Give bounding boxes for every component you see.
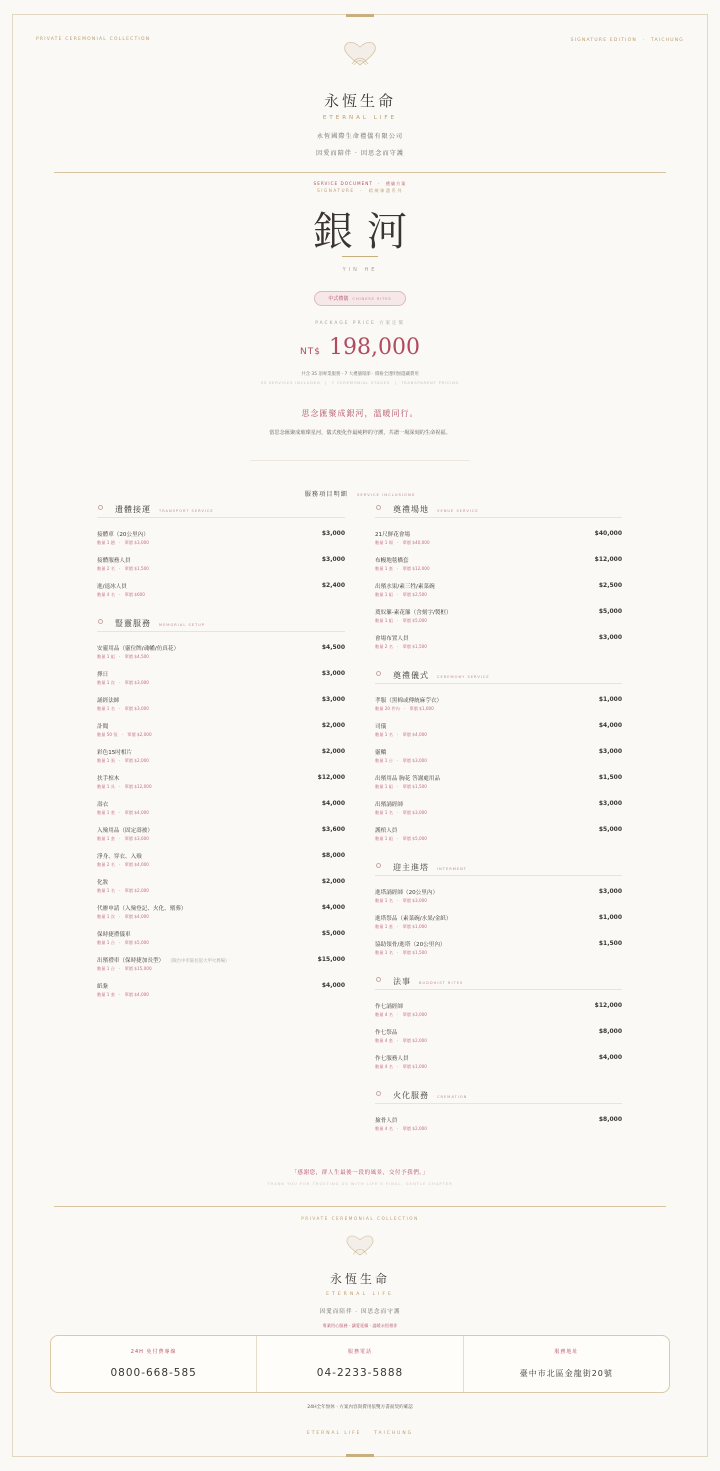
item-name — [97, 826, 153, 834]
item-name-text: 化妝 — [97, 880, 109, 886]
item-name — [97, 748, 132, 756]
item-name-text: 進塔祭品（素菜碗/水果/金紙） — [375, 916, 452, 922]
section-title-en: CREMATION — [437, 1095, 468, 1099]
brand-title: 永恆生命 — [323, 92, 396, 110]
list-item — [97, 774, 345, 800]
item-price: $12,000 — [594, 1002, 622, 1009]
item-detail: 數量 1 套 · 單價 $4,000 — [97, 992, 149, 997]
phone-number[interactable]: 04-2233-5888 — [316, 1367, 404, 1379]
section-title: 火化服務 — [393, 1091, 429, 1100]
item-name — [97, 878, 108, 886]
name-underline — [342, 256, 378, 257]
item-price: $3,000 — [321, 530, 345, 537]
contact-panel — [50, 1335, 670, 1393]
footer-divider — [54, 1206, 666, 1207]
item-name — [375, 748, 386, 756]
item-price: $1,000 — [598, 914, 622, 921]
item-price: $4,500 — [321, 644, 345, 651]
footer-tagline: 因愛而陪伴 · 因思念而守護 — [319, 1309, 401, 1315]
item-name — [97, 670, 108, 678]
closing-quote: 「感謝您，群人生最後一段的風景，交付予我們。」 — [291, 1170, 429, 1176]
item-name-text: 出殯用品 胸花 答謝處用品 — [375, 776, 441, 782]
section-header — [375, 504, 622, 518]
item-name — [97, 982, 108, 990]
item-detail: 數量 1 台 · 單價 $3,000 — [375, 758, 427, 763]
section-header — [375, 1090, 622, 1104]
item-price: $2,000 — [321, 878, 345, 885]
item-name-text: 安靈用品（靈位牌/魂幡/仿真花） — [97, 646, 180, 652]
item-detail: 數量 1 場 · 單價 $40,000 — [375, 540, 430, 545]
section-title-en: MEMORIAL SETUP — [159, 623, 206, 627]
item-list — [375, 684, 622, 852]
package-name: 銀河 — [313, 209, 421, 255]
section-dot-icon — [376, 863, 381, 868]
header-divider — [54, 172, 666, 173]
item-name-text: 作七誦經師 — [375, 1004, 403, 1010]
item-name — [97, 930, 131, 938]
item-price: $2,000 — [321, 748, 345, 755]
section-dot-icon — [376, 505, 381, 510]
list-item — [375, 1116, 622, 1142]
list-item — [97, 722, 345, 748]
item-name-text: 作七服務人員 — [375, 1056, 409, 1062]
item-name-text: 扶手棺木 — [97, 776, 120, 782]
list-item — [375, 800, 622, 826]
item-name-text: 會場布置人員 — [375, 636, 409, 642]
list-item — [375, 556, 622, 582]
item-price: $5,000 — [598, 826, 622, 833]
section-memorial — [97, 618, 345, 1008]
list-item — [97, 696, 345, 722]
item-detail: 數量 1 名 · 單價 $3,000 — [375, 898, 427, 903]
price-value: 198,000 — [329, 335, 421, 360]
item-list — [375, 990, 622, 1080]
item-detail: 數量 1 台 · 單價 $5,000 — [97, 940, 149, 945]
item-name — [375, 530, 410, 538]
item-price: $5,000 — [598, 608, 622, 615]
section-dot-icon — [376, 1091, 381, 1096]
section-header — [375, 976, 622, 990]
motto-description: 當思念匯聚成璀璨星河，儀式便化作最純粹的守護，共譜一場深刻的生命祝福。 — [269, 430, 451, 436]
item-name-text: 出殯禮車（保時捷加長型） — [97, 958, 165, 964]
item-name-text: 出殯水果/素三牲/素菜碗 — [375, 584, 435, 590]
item-detail: 數量 1 套 · 單價 $1,000 — [375, 924, 427, 929]
list-item — [375, 634, 622, 660]
section-title: 迎主進塔 — [393, 863, 429, 872]
company-name: 永恆國際生命禮儀有限公司 — [316, 133, 404, 140]
item-price: $3,000 — [598, 888, 622, 895]
item-name — [375, 800, 403, 808]
contact-label: 服務電話 — [347, 1349, 372, 1355]
item-name — [375, 940, 446, 948]
section-title-en: TRANSPORT SERVICE — [159, 509, 214, 513]
heart-ring-icon — [343, 1232, 377, 1258]
item-name-text: 擇日 — [97, 672, 109, 678]
item-name — [97, 582, 127, 590]
item-name-text: 護棺人員 — [375, 828, 398, 834]
item-detail: 數量 4 套 · 單價 $2,000 — [375, 1038, 427, 1043]
contact-label: 24H 免付費專線 — [130, 1349, 177, 1355]
list-item — [375, 914, 622, 940]
list-item — [97, 582, 345, 608]
item-name — [375, 556, 409, 564]
section-title-en: INTERMENT — [437, 867, 467, 871]
header-tagline: 因愛而陪伴 · 因思念而守護 — [316, 150, 404, 157]
item-name — [375, 696, 442, 704]
item-price: $2,000 — [321, 722, 345, 729]
list-item — [375, 696, 622, 722]
item-note: （限台中市區往返大甲火葬場） — [170, 959, 230, 964]
item-name-text: 孝服（黑棉或傳統麻苧衣） — [375, 698, 443, 704]
item-price: $1,500 — [598, 940, 622, 947]
item-name — [97, 852, 142, 860]
item-detail: 數量 2 名 · 單價 $1,500 — [375, 644, 427, 649]
closing-quote-en: THANK YOU FOR TRUSTING US WITH LIFE'S FINAL, GENTLE CHAPTER — [267, 1182, 453, 1186]
hotline-number[interactable]: 0800-668-585 — [110, 1367, 197, 1379]
item-name — [375, 722, 386, 730]
item-price: $12,000 — [594, 556, 622, 563]
item-detail: 數量 1 組 · 單價 $2,500 — [375, 592, 427, 597]
item-price: $2,500 — [598, 582, 622, 589]
item-name — [375, 888, 438, 896]
price-label: PACKAGE PRICE 方案定價 — [315, 321, 405, 326]
item-name-text: 誦經法師 — [97, 698, 120, 704]
package-name-en: YIN HE — [342, 267, 378, 273]
item-name — [375, 826, 397, 834]
item-list — [375, 1104, 622, 1142]
inclusions-heading — [0, 481, 720, 500]
item-list — [375, 876, 622, 966]
item-detail: 數量 2 名 · 單價 $1,500 — [97, 566, 149, 571]
item-name-text: 協助領骨/進塔（20公里內） — [375, 942, 446, 948]
list-item — [97, 556, 345, 582]
item-name-text: 代辦申請（入殮登記、火化、殯葬） — [97, 906, 187, 912]
contact-hotline[interactable] — [51, 1336, 256, 1392]
item-detail: 數量 1 次 · 單價 $4,000 — [97, 914, 149, 919]
currency: NT$ — [299, 347, 321, 357]
item-name — [375, 1054, 409, 1062]
item-name — [375, 1028, 397, 1036]
item-price: $12,000 — [317, 774, 345, 781]
footer-collection: PRIVATE CEREMONIAL COLLECTION — [301, 1216, 419, 1221]
section-title: 遺體接運 — [115, 505, 151, 514]
item-price: $15,000 — [317, 956, 345, 963]
item-name-text: 出殯誦經師 — [375, 802, 403, 808]
item-name — [97, 774, 119, 782]
item-detail: 數量 4 名 · 單價 $3,000 — [375, 1012, 427, 1017]
item-name — [97, 696, 119, 704]
section-transport — [97, 504, 345, 608]
contact-label: 服務地址 — [554, 1349, 579, 1355]
item-detail: 數量 1 名 · 單價 $4,000 — [375, 732, 427, 737]
item-name — [97, 722, 108, 730]
price-summary-en: 35 SERVICES INCLUDED | 7 CEREMONIAL STAGES | TRANSPARENT PRICING — [260, 381, 460, 385]
list-item — [375, 888, 622, 914]
item-list — [97, 632, 345, 1008]
item-detail: 數量 4 名 · 單價 $1,000 — [375, 1064, 427, 1069]
item-name-text: 接體車（20公里內） — [97, 532, 149, 538]
list-item — [375, 748, 622, 774]
item-detail: 數量 4 名 · 單價 $600 — [97, 592, 145, 597]
item-name-text: 彩色15吋相片 — [97, 750, 133, 756]
list-item — [97, 982, 345, 1008]
item-name — [97, 800, 108, 808]
item-name — [97, 644, 179, 652]
item-detail: 數量 1 名 · 單價 $1,500 — [375, 950, 427, 955]
chip-label: 中式禮儀 — [328, 296, 349, 302]
list-item — [375, 826, 622, 852]
item-price: $8,000 — [321, 852, 345, 859]
section-title: 法事 — [393, 977, 411, 986]
item-price: $40,000 — [594, 530, 622, 537]
list-item — [375, 1002, 622, 1028]
item-name — [375, 1116, 397, 1124]
item-detail: 數量 1 名 · 單價 $3,000 — [97, 706, 149, 711]
item-detail: 數量 1 具 · 單價 $12,000 — [97, 784, 152, 789]
contact-address[interactable] — [463, 1336, 669, 1392]
doc-line-2: SIGNATURE · 精緻臻選系列 — [317, 188, 403, 193]
list-item — [375, 582, 622, 608]
item-price: $3,000 — [598, 748, 622, 755]
section-title-en: CEREMONY SERVICE — [437, 675, 490, 679]
item-detail: 數量 1 組 · 單價 $4,500 — [97, 654, 149, 659]
item-name-text: 保時捷禮儀車 — [97, 932, 131, 938]
list-item — [97, 800, 345, 826]
item-name — [375, 914, 452, 922]
section-title-en: VENUE SERVICE — [437, 509, 479, 513]
item-name — [97, 556, 131, 564]
motto-divider — [250, 460, 470, 461]
item-name-text: 靈轎 — [375, 750, 387, 756]
item-name — [97, 956, 229, 964]
list-item — [375, 1054, 622, 1080]
section-ceremony — [375, 670, 622, 852]
footer-sub-tagline: 專業用心服務 · 讓愛延續 · 溫暖永恆相伴 — [322, 1323, 398, 1328]
item-name-text: 訃聞 — [97, 724, 109, 730]
item-price: $4,000 — [598, 1054, 622, 1061]
item-price: $3,000 — [321, 556, 345, 563]
section-title: 奠禮儀式 — [393, 671, 429, 680]
item-detail: 數量 2 名 · 單價 $4,000 — [97, 862, 149, 867]
list-item — [97, 670, 345, 696]
list-item — [375, 940, 622, 966]
bottom-ornament — [346, 1454, 374, 1457]
item-detail: 數量 20 件內 · 單價 $1,000 — [375, 706, 434, 711]
section-cremation — [375, 1090, 622, 1142]
item-detail: 數量 50 張 · 單價 $2,000 — [97, 732, 152, 737]
list-item — [97, 826, 345, 852]
doc-line-1: SERVICE DOCUMENT · 禮儀方案 — [313, 181, 407, 186]
item-name-text: 21尺鮮花會場 — [375, 532, 411, 538]
item-name-text: 接體服務人員 — [97, 558, 131, 564]
list-item — [375, 530, 622, 556]
item-price: $3,000 — [321, 670, 345, 677]
address-text[interactable]: 臺中市北區金龍街20號 — [519, 1369, 613, 1378]
item-name — [375, 608, 452, 616]
item-name — [375, 634, 409, 642]
item-price: $8,000 — [598, 1028, 622, 1035]
footer-bottom: ETERNAL LIFE TAICHUNG — [306, 1431, 414, 1436]
section-header — [375, 670, 622, 684]
item-detail: 數量 4 名 · 單價 $2,000 — [375, 1126, 427, 1131]
item-price: $5,000 — [321, 930, 345, 937]
list-item — [375, 1028, 622, 1054]
item-name-text: 入殮用品（固定壽被） — [97, 828, 153, 834]
section-dot-icon — [376, 977, 381, 982]
item-name-text: 司儀 — [375, 724, 387, 730]
style-chip — [314, 291, 406, 306]
item-price: $3,000 — [321, 696, 345, 703]
list-item — [97, 644, 345, 670]
item-price: $4,000 — [321, 982, 345, 989]
item-name — [375, 582, 435, 590]
item-name-text: 作七祭品 — [375, 1030, 398, 1036]
list-item — [97, 852, 345, 878]
list-item — [375, 608, 622, 634]
section-dot-icon — [98, 505, 103, 510]
footer-note: 24H全年無休 · 方案內容與費用依雙方書面契約確認 — [307, 1405, 413, 1410]
item-price: $3,000 — [598, 800, 622, 807]
section-header — [375, 862, 622, 876]
item-detail: 數量 1 套 · 單價 $3,600 — [97, 836, 149, 841]
item-price: $2,400 — [321, 582, 345, 589]
item-detail: 數量 1 套 · 單價 $12,000 — [375, 566, 430, 571]
item-detail: 數量 1 名 · 單價 $3,000 — [375, 810, 427, 815]
corner-right-label: SIGNATURE EDITION · TAICHUNG — [570, 38, 684, 43]
inclusions-title: 服務項目明細 — [304, 491, 348, 498]
list-item — [97, 878, 345, 904]
item-name-text: 進/退冰人員 — [97, 584, 127, 590]
item-price: $4,000 — [598, 722, 622, 729]
section-dot-icon — [98, 619, 103, 624]
item-list — [375, 518, 622, 660]
contact-phone[interactable] — [256, 1336, 462, 1392]
item-detail: 數量 1 次 · 單價 $3,000 — [97, 680, 149, 685]
item-detail: 數量 1 組 · 單價 $5,000 — [375, 618, 427, 623]
item-detail: 數量 1 組 · 單價 $5,000 — [375, 836, 427, 841]
footer-brand: 永恆生命 — [329, 1272, 390, 1286]
section-buddhist — [375, 976, 622, 1080]
item-name-text: 布幔地毯橋套 — [375, 558, 409, 564]
item-name-text: 撿骨人員 — [375, 1118, 398, 1124]
brand-subtitle: ETERNAL LIFE — [322, 115, 398, 121]
chip-label-en: CHINESE RITES — [352, 296, 392, 301]
section-header — [97, 504, 345, 518]
list-item — [375, 774, 622, 800]
footer-brand-en: ETERNAL LIFE — [326, 1292, 394, 1297]
item-name — [375, 774, 440, 782]
item-price: $1,000 — [598, 696, 622, 703]
item-price: $3,000 — [598, 634, 622, 641]
motto: 思念匯聚成銀河，溫暖同行。 — [301, 409, 419, 418]
item-name-text: 淨身、穿衣、入殮 — [97, 854, 142, 860]
list-item — [97, 530, 345, 556]
list-item — [97, 904, 345, 930]
item-price: $4,000 — [321, 800, 345, 807]
item-detail: 數量 1 趟 · 單價 $3,000 — [97, 540, 149, 545]
heart-ring-icon — [340, 38, 380, 68]
list-item — [97, 748, 345, 774]
corner-left-label: PRIVATE CEREMONIAL COLLECTION — [36, 37, 151, 42]
item-name-text: 奠奴簾-素花簾（含刻字/製框） — [375, 610, 452, 616]
item-list — [97, 518, 345, 608]
list-item — [97, 930, 345, 956]
item-name — [97, 904, 187, 912]
section-title: 豎靈服務 — [115, 619, 151, 628]
item-name-text: 紙紮 — [97, 984, 109, 990]
item-detail: 數量 1 台 · 單價 $15,000 — [97, 966, 152, 971]
item-name — [97, 530, 149, 538]
list-item — [97, 956, 345, 982]
top-ornament — [346, 14, 374, 17]
price-summary: 共含 35 項專業服務 · 7 大禮儀環節 · 價格全透明無隱藏費用 — [301, 372, 419, 377]
item-name-text: 壽衣 — [97, 802, 109, 808]
section-venue — [375, 504, 622, 660]
item-name-text: 進塔誦經師（20公里內） — [375, 890, 439, 896]
item-price: $1,500 — [598, 774, 622, 781]
section-header — [97, 618, 345, 632]
section-interment — [375, 862, 622, 966]
item-name — [375, 1002, 403, 1010]
section-dot-icon — [376, 671, 381, 676]
section-title-en: BUDDHIST RITES — [419, 981, 464, 985]
inclusions-title-en: SERVICE INCLUSIONS — [356, 492, 416, 497]
item-detail: 數量 1 張 · 單價 $2,000 — [97, 758, 149, 763]
list-item — [375, 722, 622, 748]
item-price: $3,600 — [321, 826, 345, 833]
item-price: $8,000 — [598, 1116, 622, 1123]
section-title: 奠禮場地 — [393, 505, 429, 514]
item-detail: 數量 1 名 · 單價 $2,000 — [97, 888, 149, 893]
price-block — [0, 335, 720, 360]
item-detail: 數量 1 套 · 單價 $4,000 — [97, 810, 149, 815]
item-detail: 數量 1 組 · 單價 $1,500 — [375, 784, 427, 789]
item-price: $4,000 — [321, 904, 345, 911]
